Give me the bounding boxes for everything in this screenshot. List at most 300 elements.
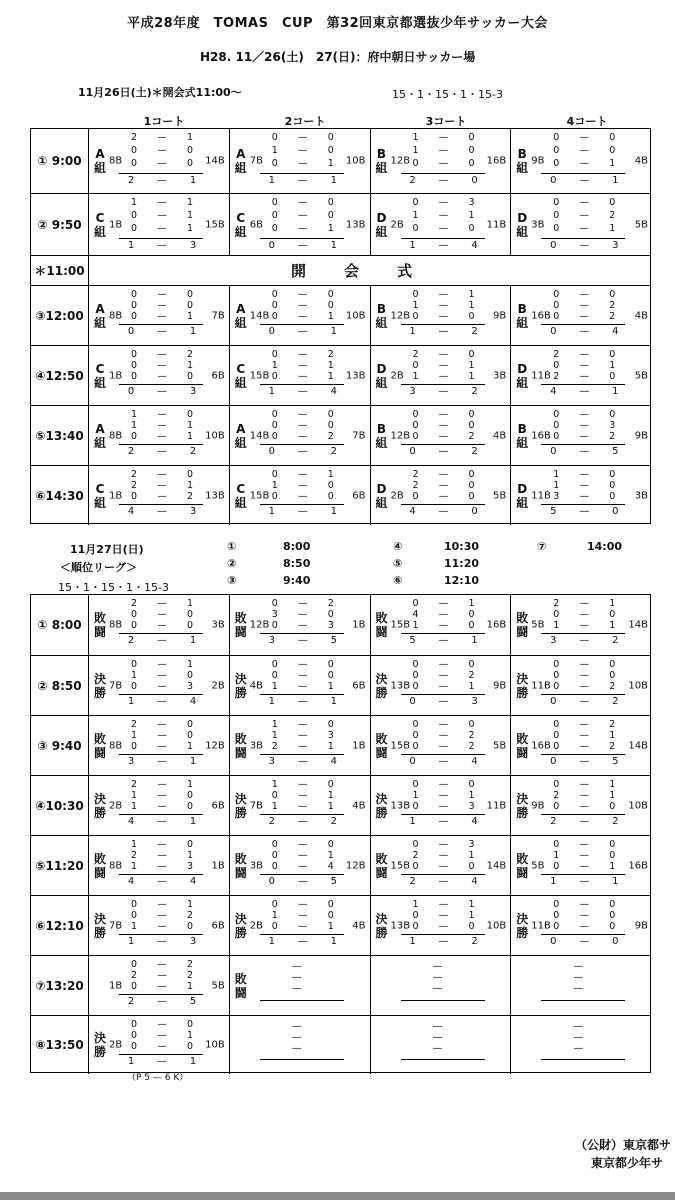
half-score-left: 1 <box>271 730 278 741</box>
half-score-left: 0 <box>130 300 138 311</box>
score-dash: — <box>438 506 449 517</box>
match-block <box>371 194 512 255</box>
half-score-left: 0 <box>130 1030 138 1041</box>
empty-score-dash: — <box>432 1021 443 1032</box>
match-time: ② 9:50 <box>31 194 89 255</box>
half-score-left: 0 <box>412 158 419 169</box>
half-score-left: 2 <box>553 790 560 801</box>
half-score-right: 0 <box>327 289 334 300</box>
half-score-left: 0 <box>553 145 560 156</box>
half-score-right: 1 <box>327 921 334 932</box>
total-left: 1 <box>127 1056 135 1067</box>
half-score-left: 0 <box>271 300 278 311</box>
half-score <box>268 159 338 169</box>
team-right: 10B <box>628 800 648 811</box>
total-right: 4 <box>471 756 478 767</box>
score-dash: — <box>298 197 308 208</box>
half-score-left: 2 <box>412 480 419 491</box>
score-dash: — <box>298 730 308 741</box>
score-dash: — <box>298 910 308 921</box>
score-dash: — <box>579 756 590 767</box>
half-score-right: 0 <box>468 659 475 670</box>
total-underline <box>401 633 485 634</box>
half-score-left: 0 <box>553 360 560 371</box>
group-label <box>93 672 107 700</box>
half-score <box>127 372 197 382</box>
half-score-right: 0 <box>468 469 475 480</box>
match-block <box>230 716 371 775</box>
total-underline <box>119 384 203 385</box>
empty-score-dash: — <box>291 983 302 994</box>
court-header-3: 3コート <box>425 115 467 128</box>
half-score-left: 2 <box>412 349 419 360</box>
group-char: 決 <box>516 911 529 926</box>
half-score-right: 0 <box>609 609 616 620</box>
half-score <box>409 301 479 311</box>
half-score-left: 1 <box>412 790 419 801</box>
group-label <box>375 147 389 175</box>
team-left: 14B <box>249 310 270 321</box>
empty-score-dash: — <box>291 961 302 972</box>
score-dash: — <box>157 876 167 887</box>
half-score <box>409 791 479 801</box>
half-score-right: 0 <box>186 1041 194 1052</box>
half-score-left: 0 <box>553 741 560 752</box>
group-label <box>234 672 248 700</box>
half-score-left: 0 <box>271 921 278 932</box>
total-score <box>405 240 483 251</box>
half-score-right: 1 <box>186 420 194 431</box>
half-score <box>409 159 479 169</box>
team-right: 6B <box>211 370 225 381</box>
score-dash: — <box>438 681 449 692</box>
half-score <box>127 133 197 143</box>
team-left: 2B <box>390 219 404 230</box>
team-right: 13B <box>345 370 366 381</box>
match-block <box>89 656 230 715</box>
score-dash: — <box>297 326 308 337</box>
half-score-right: 0 <box>609 145 616 156</box>
team-right: 10B <box>486 920 507 931</box>
total-score <box>264 506 342 517</box>
score-dash: — <box>157 970 167 981</box>
score-dash: — <box>157 1056 167 1067</box>
half-score-right: 2 <box>609 311 616 322</box>
half-score-left: 0 <box>553 681 560 692</box>
half-score <box>268 900 338 910</box>
score-dash: — <box>157 158 167 169</box>
total-score <box>405 756 483 767</box>
total-score <box>545 756 623 767</box>
group-char: 敗 <box>375 731 388 746</box>
team-left: 3B <box>531 219 545 230</box>
half-score <box>268 224 338 234</box>
score-dash: — <box>579 598 589 609</box>
schedule-time: 12:10 <box>444 574 480 587</box>
score-dash: — <box>579 223 589 234</box>
court-header-4: 4コート <box>566 115 608 128</box>
half-score <box>127 312 197 322</box>
half-score-right: 0 <box>186 790 194 801</box>
match-row <box>31 285 650 345</box>
half-score-right: 0 <box>468 420 475 431</box>
half-score <box>549 432 619 442</box>
half-score-left: 1 <box>271 145 278 156</box>
score-dash: — <box>298 409 308 420</box>
half-score-left: 2 <box>130 970 138 981</box>
group-char: 闘 <box>93 745 106 760</box>
team-left: 13B <box>390 680 411 691</box>
team-left: 12B <box>390 310 411 321</box>
half-score-left: 1 <box>271 719 278 730</box>
team-right: 14B <box>205 155 225 167</box>
half-score-left: 0 <box>412 861 419 872</box>
team-left: 2B <box>249 920 263 931</box>
half-score <box>127 862 197 872</box>
team-left: 1B <box>109 490 123 501</box>
half-score-left: 0 <box>412 921 419 932</box>
score-dash: — <box>438 921 449 932</box>
score-dash: — <box>157 635 167 646</box>
total-left: 4 <box>127 816 135 827</box>
match-block <box>230 896 371 955</box>
empty-total-line <box>401 1059 485 1060</box>
total-right: 1 <box>330 936 337 947</box>
half-score-right: 1 <box>609 730 616 741</box>
group-char: 勝 <box>516 925 529 940</box>
half-score <box>268 372 338 382</box>
group-label <box>234 362 248 390</box>
half-score-left: 0 <box>553 899 560 910</box>
empty-score-dash: — <box>432 1043 443 1054</box>
team-left: 7B <box>249 155 263 167</box>
score-dash: — <box>579 446 590 457</box>
total-left: 1 <box>409 936 416 947</box>
team-right: 6B <box>352 490 366 501</box>
match-row <box>31 193 650 255</box>
half-score-right: 2 <box>468 431 475 442</box>
half-score-right: 0 <box>609 910 616 921</box>
half-score-left: 0 <box>271 371 278 382</box>
half-score-right: 0 <box>327 145 334 156</box>
group-char: C <box>236 481 246 496</box>
half-score-left: 0 <box>130 910 138 921</box>
half-score <box>409 312 479 322</box>
group-label <box>234 972 248 1000</box>
half-score-left: 0 <box>271 491 278 502</box>
group-label <box>515 792 529 820</box>
half-score-right: 1 <box>327 469 334 480</box>
half-score-left: 0 <box>271 158 278 169</box>
half-score <box>127 224 197 234</box>
match-block <box>89 595 230 655</box>
team-right: 10B <box>205 1039 225 1051</box>
half-score <box>409 361 479 371</box>
half-score <box>549 421 619 431</box>
score-dash: — <box>438 240 449 251</box>
half-score-right: 0 <box>609 670 616 681</box>
half-score-right: 1 <box>186 598 194 609</box>
half-score-left: 1 <box>553 620 560 631</box>
match-block <box>230 956 371 1015</box>
half-score-left: 0 <box>271 197 278 208</box>
team-left: 7B <box>109 680 123 691</box>
half-score-right: 0 <box>186 409 194 420</box>
match-block <box>89 194 230 255</box>
empty-total-line <box>401 1000 485 1001</box>
half-score-right: 0 <box>186 620 194 631</box>
half-score <box>549 610 619 620</box>
half-score-right: 0 <box>327 609 334 620</box>
half-score-right: 3 <box>609 420 616 431</box>
half-score-right: 0 <box>609 132 616 143</box>
score-dash: — <box>297 816 308 827</box>
group-char: 組 <box>516 161 529 175</box>
half-score-left: 0 <box>271 861 278 872</box>
day2-league-label: ＜順位リーグ＞ <box>60 561 137 574</box>
total-score <box>405 175 483 186</box>
score-dash: — <box>579 431 589 442</box>
half-score <box>127 971 197 981</box>
score-dash: — <box>298 899 308 910</box>
half-score <box>127 960 197 970</box>
team-left: 15B <box>390 740 411 751</box>
score-dash: — <box>157 910 167 921</box>
team-right: 13B <box>345 219 366 230</box>
score-dash: — <box>298 300 308 311</box>
half-score <box>409 350 479 360</box>
half-score <box>268 301 338 311</box>
group-char: 勝 <box>516 685 529 700</box>
match-block <box>89 346 230 405</box>
half-score-right: 0 <box>468 145 475 156</box>
half-score-right: 3 <box>327 620 334 631</box>
total-score <box>405 876 483 887</box>
score-dash: — <box>157 756 167 767</box>
half-score <box>549 731 619 741</box>
match-block <box>511 776 652 835</box>
group-char: 組 <box>516 375 529 390</box>
score-dash: — <box>157 446 167 457</box>
half-score-right: 0 <box>327 839 334 850</box>
team-left: 14B <box>249 430 270 441</box>
total-left: 0 <box>550 936 557 947</box>
score-dash: — <box>298 145 308 156</box>
group-label <box>234 422 248 450</box>
total-underline <box>260 173 344 174</box>
match-block <box>89 716 230 775</box>
half-score <box>409 421 479 431</box>
group-label <box>375 422 389 450</box>
group-char: 敗 <box>234 611 247 625</box>
half-score-right: 0 <box>468 609 475 620</box>
match-block <box>511 1016 652 1074</box>
total-score <box>405 936 483 947</box>
match-row <box>31 465 650 525</box>
half-score-right: 0 <box>468 861 475 872</box>
half-score-left: 2 <box>130 469 138 480</box>
half-score-right: 1 <box>468 300 475 311</box>
half-score-right: 0 <box>609 850 616 861</box>
half-score <box>409 481 479 491</box>
half-score <box>268 410 338 420</box>
half-score-right: 2 <box>327 598 334 609</box>
half-score <box>549 211 619 221</box>
half-score-right: 2 <box>468 730 475 741</box>
team-right: 10B <box>345 155 366 167</box>
total-score <box>123 635 201 646</box>
group-label <box>234 147 248 175</box>
schedule-number: ③ <box>227 574 237 587</box>
half-score-right: 1 <box>186 480 194 491</box>
total-underline <box>260 814 344 815</box>
total-right: 3 <box>612 240 619 251</box>
total-right: 5 <box>612 446 619 457</box>
half-score-right: 0 <box>186 1019 194 1030</box>
half-score-right: 0 <box>609 289 616 300</box>
half-score-left: 0 <box>130 289 138 300</box>
half-score-right: 0 <box>186 469 194 480</box>
half-score <box>409 660 479 670</box>
half-score-left: 0 <box>412 779 419 790</box>
half-score-right: 0 <box>327 300 334 311</box>
score-dash: — <box>297 756 308 767</box>
total-left: 0 <box>127 326 135 337</box>
team-left: 11B <box>531 680 551 691</box>
group-char: 勝 <box>93 1045 106 1059</box>
half-score-right: 1 <box>609 158 616 169</box>
match-block <box>230 836 371 895</box>
half-score-right: 0 <box>327 491 334 502</box>
score-dash: — <box>579 197 589 208</box>
total-score <box>123 240 201 251</box>
half-score-right: 0 <box>327 132 334 143</box>
team-left: 16B <box>531 430 551 441</box>
half-score-left: 1 <box>412 210 419 221</box>
score-dash: — <box>298 311 308 322</box>
half-score-left: 2 <box>130 598 138 609</box>
group-char: 組 <box>234 495 247 510</box>
half-score-right: 2 <box>327 349 334 360</box>
group-char: D <box>517 361 528 376</box>
total-left: 0 <box>550 240 557 251</box>
total-score <box>264 175 342 186</box>
score-dash: — <box>438 730 449 741</box>
score-dash: — <box>579 386 590 397</box>
half-score-left: 0 <box>553 861 560 872</box>
team-left: 7B <box>249 800 263 811</box>
half-score <box>268 361 338 371</box>
half-score-right: 0 <box>609 659 616 670</box>
match-row <box>31 405 650 465</box>
half-score-left: 0 <box>553 311 560 322</box>
group-label <box>515 482 529 510</box>
score-dash: — <box>438 386 449 397</box>
half-score-right: 1 <box>186 899 194 910</box>
score-dash: — <box>298 480 308 491</box>
score-dash: — <box>579 506 590 517</box>
half-score-left: 1 <box>271 360 278 371</box>
match-block <box>371 595 512 655</box>
half-score <box>268 481 338 491</box>
half-score-right: 2 <box>609 681 616 692</box>
team-left: 12B <box>249 619 270 631</box>
score-dash: — <box>297 876 308 887</box>
half-score-right: 0 <box>609 801 616 812</box>
half-score <box>549 660 619 670</box>
total-left: 0 <box>409 756 416 767</box>
match-row <box>31 1015 650 1083</box>
schedule-number: ① <box>227 540 237 553</box>
half-score <box>127 742 197 752</box>
court-header-2: 2コート <box>284 115 326 128</box>
team-right: 1B <box>211 860 225 871</box>
half-score-left: 1 <box>412 300 419 311</box>
half-score-right: 1 <box>609 779 616 790</box>
half-score-left: 0 <box>271 210 278 221</box>
group-label <box>375 672 389 700</box>
half-score-right: 0 <box>327 670 334 681</box>
total-score <box>545 175 623 186</box>
half-score-right: 3 <box>186 681 194 692</box>
half-score <box>268 432 338 442</box>
half-score-right: 4 <box>327 861 334 872</box>
match-time: ③12:00 <box>31 286 89 345</box>
team-left: 15B <box>249 370 270 381</box>
half-score <box>268 780 338 790</box>
score-dash: — <box>438 132 449 143</box>
score-dash: — <box>298 620 308 631</box>
group-char: 決 <box>93 791 106 806</box>
half-score-right: 3 <box>186 861 194 872</box>
half-score <box>549 840 619 850</box>
half-score-right: 1 <box>186 1030 194 1041</box>
team-right: 14B <box>486 860 507 871</box>
team-right: 5B <box>211 980 225 991</box>
group-label <box>515 852 529 880</box>
group-char: D <box>376 361 387 376</box>
total-underline <box>541 754 625 755</box>
half-score-right: 0 <box>327 480 334 491</box>
group-label <box>375 362 389 390</box>
half-score-left: 0 <box>553 197 560 208</box>
group-char: D <box>517 481 528 496</box>
total-right: 0 <box>471 175 478 186</box>
total-right: 4 <box>612 326 619 337</box>
team-left: 1B <box>109 370 123 381</box>
team-left: 2B <box>109 800 123 811</box>
total-underline <box>119 874 203 875</box>
half-score <box>409 862 479 872</box>
score-dash: — <box>579 921 589 932</box>
group-char: A <box>95 147 105 161</box>
half-score-left: 2 <box>130 719 138 730</box>
footer-line-1: （公財）東京都サ <box>575 1138 672 1152</box>
score-dash: — <box>157 289 167 300</box>
team-right: 7B <box>211 310 225 321</box>
group-char: 闘 <box>93 865 106 880</box>
total-left: 2 <box>127 996 135 1007</box>
total-right: 1 <box>612 876 619 887</box>
total-right: 1 <box>330 326 337 337</box>
score-dash: — <box>438 311 449 322</box>
half-score-left: 0 <box>130 158 138 169</box>
team-left: 15B <box>390 860 411 871</box>
total-right: 1 <box>330 506 337 517</box>
total-right: 4 <box>471 876 478 887</box>
half-score-right: 3 <box>468 801 475 812</box>
half-score-left: 2 <box>553 349 560 360</box>
